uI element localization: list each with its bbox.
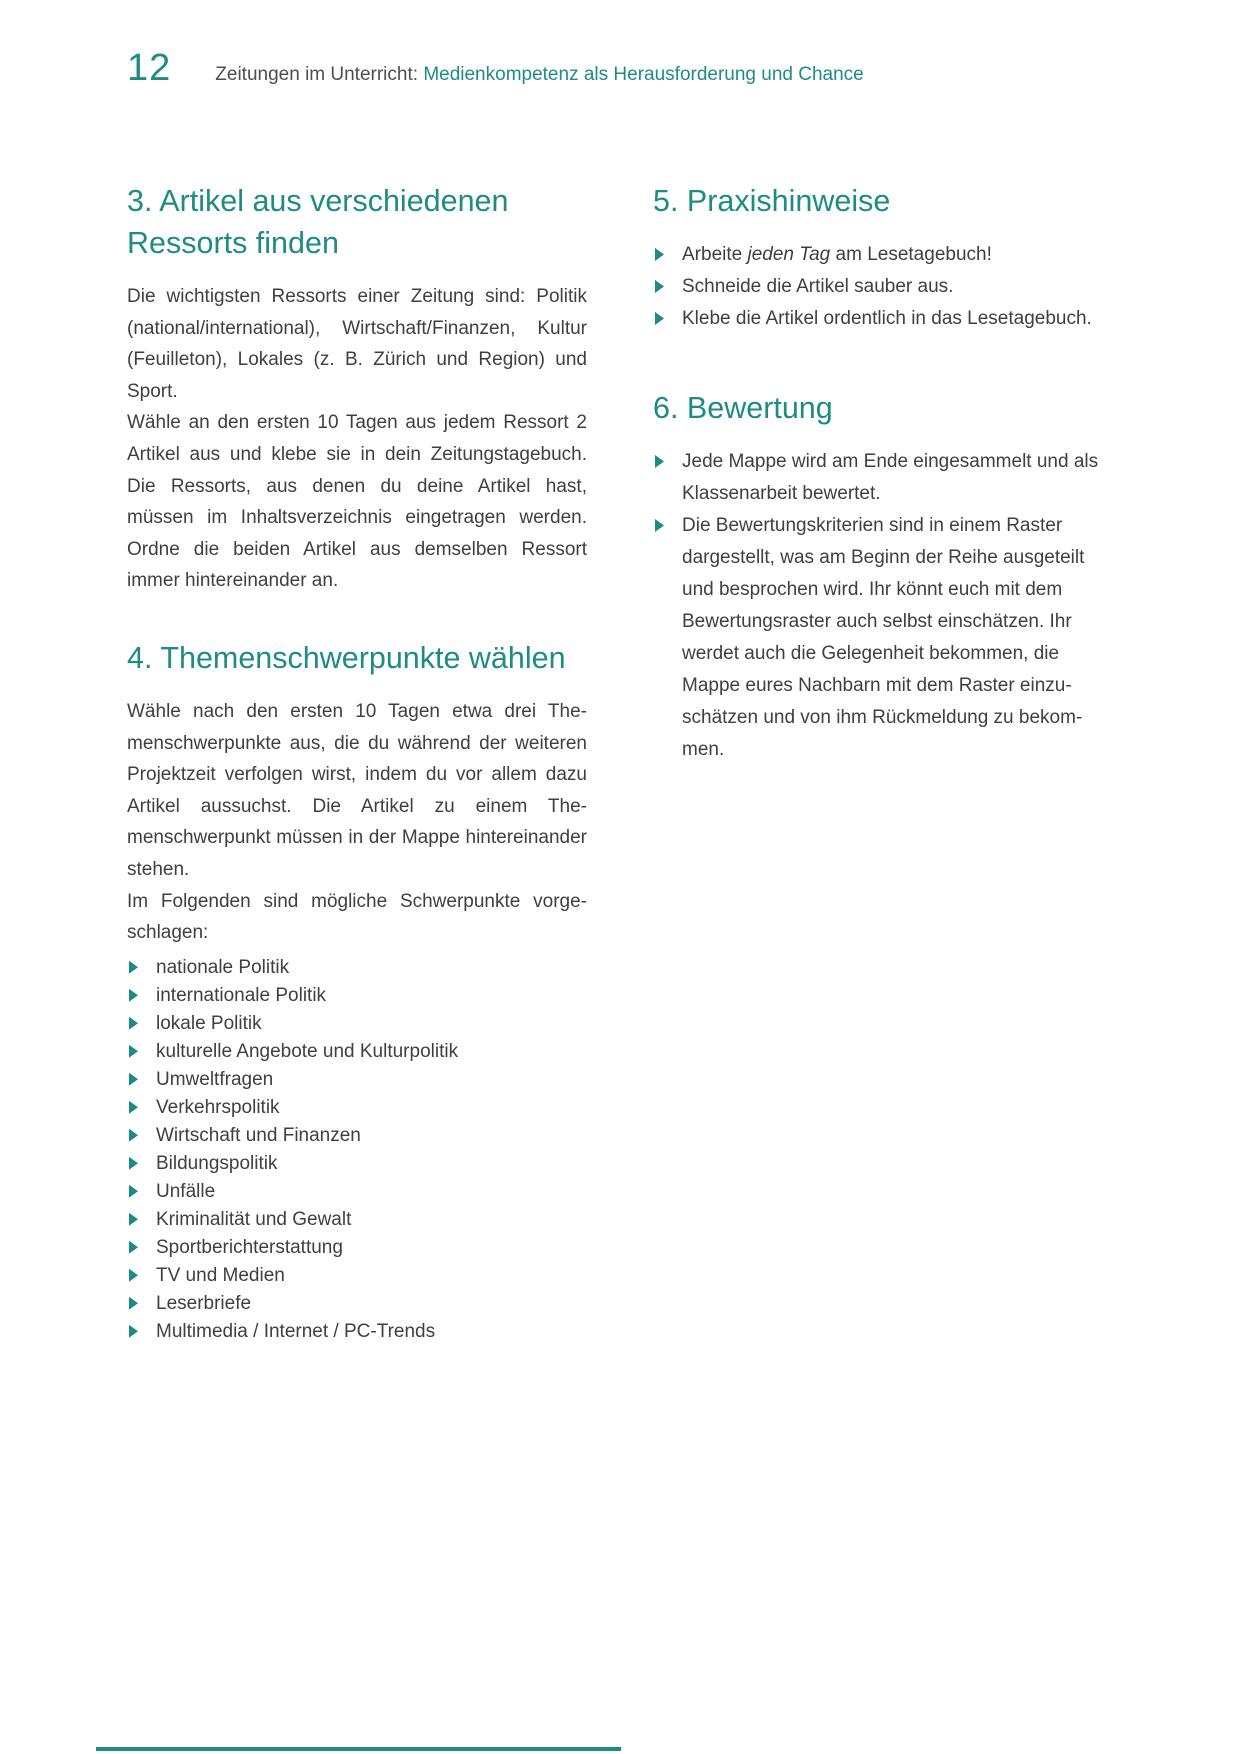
bullet-triangle-icon [129,1213,138,1226]
topic-list-item: Multimedia / Internet / PC-Trends [127,1318,587,1346]
bullet-triangle-icon [129,989,138,1002]
hint-list-item: Klebe die Artikel ordentlich in das Lesetagebuch. [653,303,1113,335]
bullet-triangle-icon [129,1045,138,1058]
topic-list-item: Umweltfragen [127,1066,587,1094]
section-4-heading: 4. Themenschwerpunkte wählen [127,640,566,675]
topic-list [127,954,587,1346]
topic-list-item: Leserbriefe [127,1290,587,1318]
bullet-triangle-icon [129,1269,138,1282]
bullet-triangle-icon [655,312,664,325]
section-4-intro: Im Folgenden sind mögliche Schwerpunkte vorgeschlagen: [127,890,587,944]
evaluation-list-item: Jede Mappe wird am Ende eingesammelt und als Klassenarbeit bewertet. [653,446,1113,510]
bullet-triangle-icon [655,519,664,532]
emphasized-text: jeden Tag [747,244,831,265]
topic-list-item: Wirtschaft und Finanzen [127,1122,587,1150]
section-3-paragraph-2: Wähle an den ersten 10 Tagen aus jedem Ressort 2 Artikel aus und klebe sie in dein Zeitungstagebuch. Die Ressorts, aus denen du deine Artikel hast, müssen im Inhaltsverzeichnis eingetragen werden. Ordne die beiden Artikel aus demselben Ressort immer hintereinander an. [127,412,587,592]
page-number: 12 [127,47,172,89]
topic-list-item: nationale Politik [127,954,587,982]
footer-rule [96,1747,621,1751]
bullet-triangle-icon [129,1241,138,1254]
section-3-paragraph-1: Die wichtigsten Ressorts einer Zeitung sind: Politik (national/international), Wirtschaft/Finanzen, Kultur (Feuilleton), Lokales (z. B. Zürich und Region) und Sport. [127,286,587,402]
running-head [215,64,863,86]
topic-list-item: Sportberichterstattung [127,1234,587,1262]
topic-list-item: internationale Politik [127,982,587,1010]
topic-list-item: Kriminalität und Gewalt [127,1206,587,1234]
practice-hints-list [653,239,1113,335]
topic-list-item: Bildungspolitik [127,1150,587,1178]
bullet-triangle-icon [129,961,138,974]
bullet-triangle-icon [129,1101,138,1114]
evaluation-list-item: Die Bewertungskriterien sind in einem Raster dargestellt, was am Beginn der Reihe ausgeteilt und besprochen wird. Ihr könnt euch mit dem Bewertungsraster auch selbst einschätzen. Ihr werdet auch die Gelegenheit bekommen, die Mappe eures Nachbarn mit dem Raster einzuschätzen und von ihm Rückmeldung zu bekommen. [653,510,1113,766]
topic-list-item: TV und Medien [127,1262,587,1290]
bullet-triangle-icon [129,1297,138,1310]
section-6-heading: 6. Bewertung [653,391,833,425]
section-4-paragraph-1: Wähle nach den ersten 10 Tagen etwa drei Themenschwerpunkte aus, die du während der weiteren Projektzeit verfolgen wirst, indem du vor allem dazu Artikel aussuchst. Die Artikel zu einem Themenschwerpunkt müssen in der Mappe hintereinander stehen. [127,700,587,880]
topic-list-item: Verkehrspolitik [127,1094,587,1122]
bullet-triangle-icon [655,455,664,468]
topic-list-item: kulturelle Angebote und Kulturpolitik [127,1038,587,1066]
page-header [127,48,1140,88]
running-head-subtitle: Medienkompetenz als Herausforderung und Chance [423,64,864,85]
two-column-layout [127,180,1113,1346]
bullet-triangle-icon [129,1185,138,1198]
bullet-triangle-icon [655,280,664,293]
bullet-triangle-icon [129,1157,138,1170]
left-column [127,180,587,1346]
hint-list-item: Schneide die Artikel sauber aus. [653,271,1113,303]
section-5-heading: 5. Praxishinweise [653,184,891,218]
section-3-heading: 3. Artikel aus verschiedenen Ressorts finden [127,184,509,260]
running-head-title: Zeitungen im Unterricht: [215,64,419,85]
bullet-triangle-icon [129,1017,138,1030]
bullet-triangle-icon [129,1073,138,1086]
bullet-triangle-icon [129,1129,138,1142]
bullet-triangle-icon [655,248,664,261]
evaluation-list [653,446,1113,766]
topic-list-item: Unfälle [127,1178,587,1206]
bullet-triangle-icon [129,1325,138,1338]
hint-list-item: Arbeite jeden Tag am Lesetagebuch! [653,239,1113,271]
topic-list-item: lokale Politik [127,1010,587,1038]
right-column [653,180,1113,1346]
